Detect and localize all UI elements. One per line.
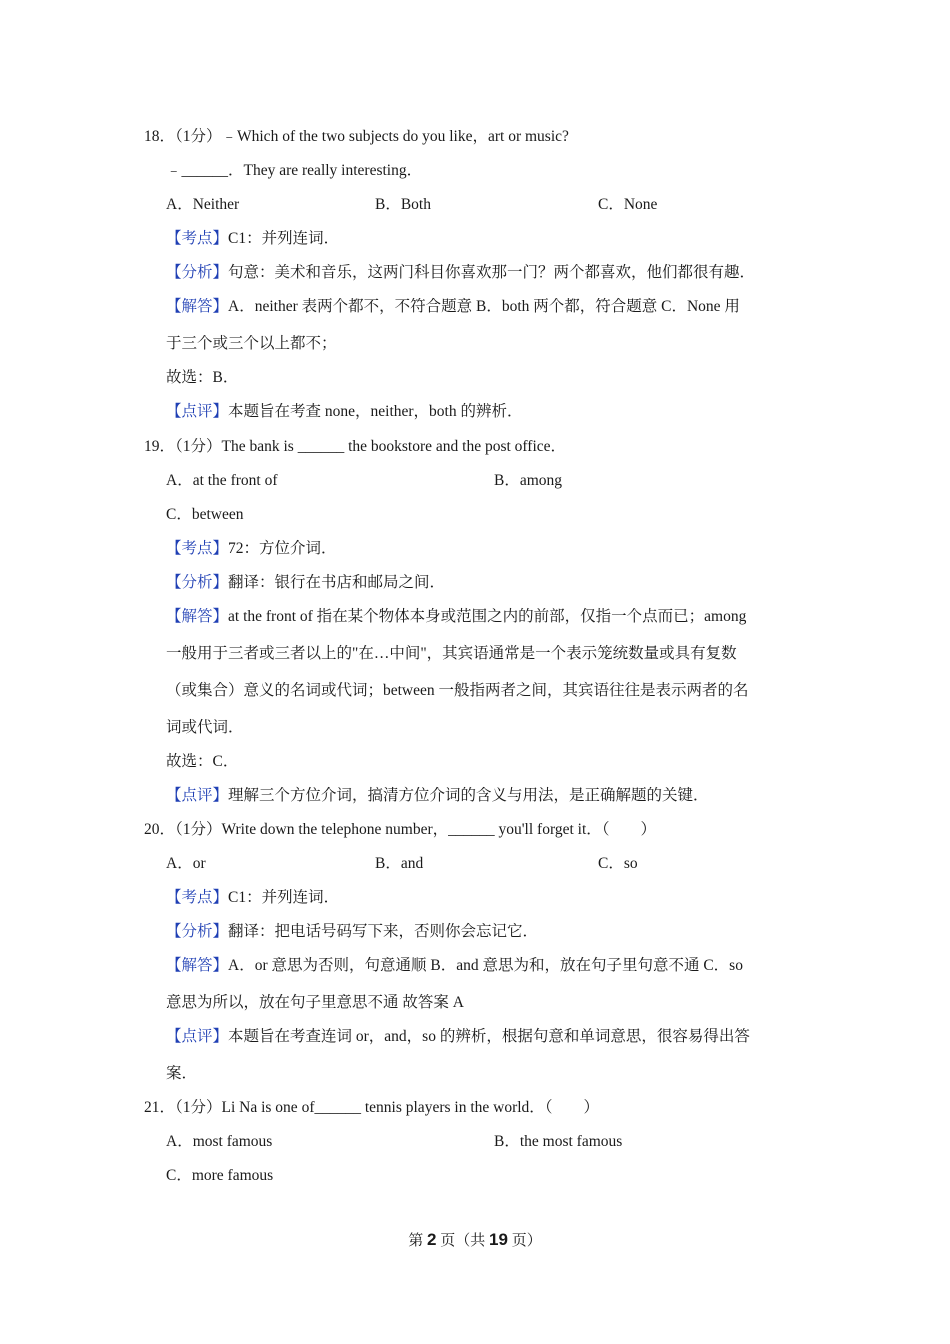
- q18-option-a: A．Neither: [166, 196, 240, 213]
- dianping-tag: 【点评】: [166, 1028, 229, 1045]
- q20-kaodian: 【考点】C1：并列连词．: [166, 889, 340, 906]
- total-pages: 19: [489, 1230, 508, 1249]
- q18-line2: ﹣______．They are really interesting．: [166, 162, 423, 179]
- q20-jieda-cont: 意思为所以，放在句子里意思不通 故答案 A: [166, 994, 464, 1011]
- q20-jieda: 【解答】A．or 意思为否则，句意通顺 B．and 意思为和，放在句子里句意不通 C．so: [166, 957, 743, 974]
- q19-jieda-cont-3: 词或代词．: [166, 719, 244, 736]
- jieda-tag: 【解答】: [166, 298, 229, 315]
- page-number: 2: [427, 1230, 437, 1249]
- q19-answer: 故选：C．: [166, 753, 239, 770]
- q19-jieda-cont-1: 一般用于三者或三者以上的"在…中间"，其宾语通常是一个表示笼统数量或具有复数: [166, 645, 737, 662]
- q18-option-b: B．Both: [375, 196, 431, 213]
- jieda-tag: 【解答】: [166, 957, 229, 974]
- q18-fenxi: 【分析】句意：美术和音乐，这两门科目你喜欢那一门？两个都喜欢，他们都很有趣．: [166, 264, 756, 281]
- q21-option-a: A．most famous: [166, 1133, 273, 1150]
- q18-jieda: 【解答】A．neither 表两个都不，不符合题意 B．both 两个都，符合题意 C．None 用: [166, 298, 740, 315]
- q18-jieda-cont: 于三个或三个以上都不；: [166, 335, 337, 352]
- q20-option-c: C．so: [598, 855, 638, 872]
- q20-option-a: A．or: [166, 855, 206, 872]
- q19-fenxi: 【分析】翻译：银行在书店和邮局之间．: [166, 574, 446, 591]
- q18-stem: 18．（1分）﹣Which of the two subjects do you like，art or music?: [144, 128, 569, 145]
- q20-fenxi: 【分析】翻译：把电话号码写下来，否则你会忘记它．: [166, 923, 539, 940]
- q18-kaodian: 【考点】C1：并列连词．: [166, 230, 340, 247]
- kaodian-tag: 【考点】: [166, 230, 229, 247]
- fenxi-tag: 【分析】: [166, 923, 229, 940]
- q19-kaodian: 【考点】72：方位介词．: [166, 540, 337, 557]
- dianping-tag: 【点评】: [166, 403, 229, 420]
- q19-jieda: 【解答】at the front of 指在某个物体本身或范围之内的前部，仅指一个点而已；among: [166, 608, 747, 625]
- q19-jieda-cont-2: （或集合）意义的名词或代词；between 一般指两者之间，其宾语往往是表示两者的名: [166, 682, 749, 699]
- kaodian-tag: 【考点】: [166, 540, 229, 557]
- q18-answer: 故选：B．: [166, 369, 239, 386]
- q21-option-c: C．more famous: [166, 1167, 274, 1184]
- jieda-tag: 【解答】: [166, 608, 229, 625]
- q19-option-b: B．among: [494, 472, 563, 489]
- q20-dianping-cont: 案．: [166, 1065, 198, 1082]
- dianping-tag: 【点评】: [166, 787, 229, 804]
- fenxi-tag: 【分析】: [166, 264, 229, 281]
- q18-dianping: 【点评】本题旨在考查 none，neither，both 的辨析．: [166, 403, 523, 420]
- q21-stem: 21．（1分）Li Na is one of______ tennis players in the world．（ ）: [144, 1099, 600, 1116]
- q19-option-a: A．at the front of: [166, 472, 278, 489]
- kaodian-tag: 【考点】: [166, 889, 229, 906]
- q20-stem: 20．（1分）Write down the telephone number，______ you'll forget it．（ ）: [144, 821, 657, 838]
- q19-stem: 19．（1分）The bank is ______ the bookstore and the post office．: [144, 438, 567, 455]
- q20-option-b: B．and: [375, 855, 424, 872]
- q20-dianping: 【点评】本题旨在考查连词 or，and，so 的辨析，根据句意和单词意思，很容易得出答: [166, 1028, 750, 1045]
- q19-dianping: 【点评】理解三个方位介词，搞清方位介词的含义与用法，是正确解题的关键．: [166, 787, 709, 804]
- page-footer: 第 2 页（共 19 页）: [408, 1230, 542, 1249]
- q18-option-c: C．None: [598, 196, 658, 213]
- fenxi-tag: 【分析】: [166, 574, 229, 591]
- q19-option-c: C．between: [166, 506, 244, 523]
- q21-option-b: B．the most famous: [494, 1133, 623, 1150]
